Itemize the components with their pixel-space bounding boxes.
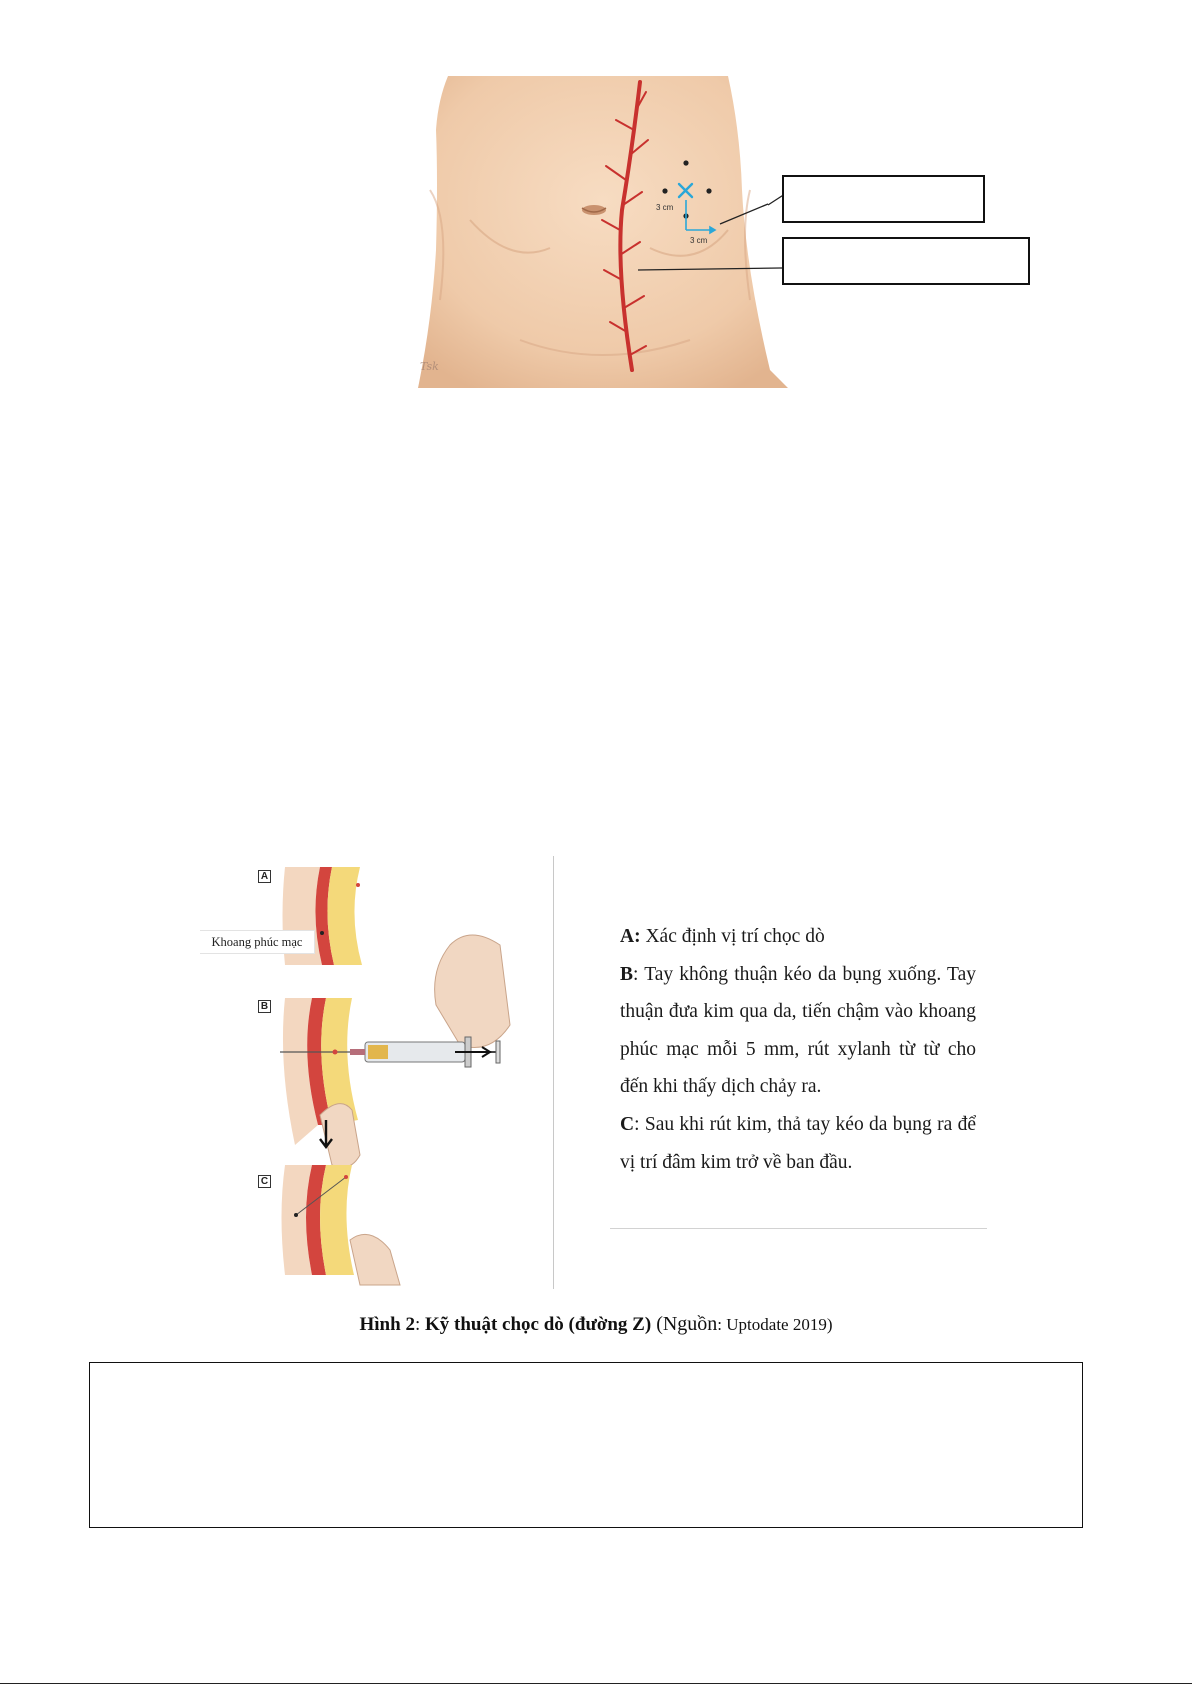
- figure-divider-vertical: [553, 856, 554, 1289]
- artist-signature: Tsk: [420, 360, 439, 373]
- torso-shape: [418, 76, 788, 388]
- panel-letter-b: B: [258, 1000, 271, 1013]
- site-dot: [706, 188, 711, 193]
- figure-caption: Hình 2: Kỹ thuật chọc dò (đường Z) (Nguồn: Uptodate 2019): [359, 1313, 833, 1335]
- panel-letter-a: A: [258, 870, 271, 883]
- step-b: B: Tay không thuận kéo da bụng xuống. Tay thuận đưa kim qua da, tiến chậm vào khoang phúc mạc mỗi 5 mm, rút xylanh từ từ cho đến khi thấy dịch chảy ra.: [620, 963, 976, 1098]
- step-a: A: Xác định vị trí chọc dò: [620, 926, 825, 947]
- abdomen-figure: [410, 70, 790, 388]
- label-box-2: [782, 237, 1030, 285]
- panel-letter-c: C: [258, 1175, 271, 1188]
- empty-note-box: [89, 1362, 1083, 1528]
- abdomen-illustration: [410, 70, 790, 388]
- site-dot: [683, 160, 688, 165]
- z-track-steps: [620, 918, 976, 1181]
- panel-b-drawing: [280, 935, 510, 1167]
- step-c: C: Sau khi rút kim, thả tay kéo da bụng ra để vị trí đâm kim trở về ban đầu.: [620, 1113, 976, 1173]
- page-bottom-rule: [0, 1683, 1192, 1684]
- measure-horizontal: 3 cm: [690, 236, 708, 245]
- peritoneal-space-label: Khoang phúc mạc: [200, 930, 315, 954]
- z-track-illustration: [200, 855, 550, 1295]
- text-divider-horizontal: [610, 1228, 987, 1229]
- panel-c-drawing: [282, 1165, 401, 1285]
- label-box-1: [782, 175, 985, 223]
- site-dot: [662, 188, 667, 193]
- measure-vertical: 3 cm: [656, 203, 674, 212]
